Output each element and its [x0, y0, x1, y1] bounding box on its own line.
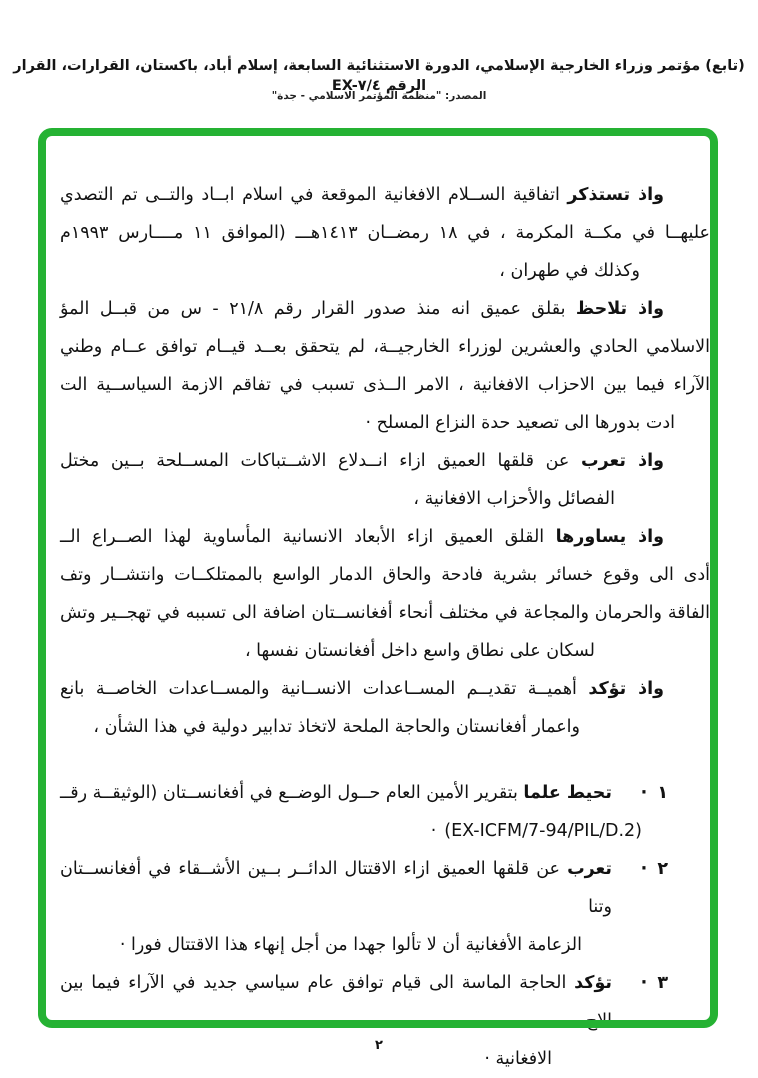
source-line: المصدر: "منظمة المؤتمر الاسلامي - جدة" — [271, 90, 487, 102]
item-number-digit: ٣ — [657, 973, 668, 993]
text-line: الافغانية · — [484, 1049, 552, 1069]
item-text — [60, 850, 612, 964]
text-line: الآراء فيما بين الاحزاب الافغانية ، الامر الــذى تسبب في تفاقم الازمة السياســية الت — [60, 375, 710, 395]
paragraph-lead: واذ تستذكر — [567, 185, 664, 205]
paragraph-lead: واذ تلاحظ — [575, 299, 664, 319]
text-line — [60, 670, 710, 708]
item-number-dot: · — [640, 973, 648, 993]
document-code: (EX-ICFM/7-94/PIL/D.2) — [444, 821, 642, 841]
text-line: عليهــا في مكــة المكرمة ، في ١٨ رمضــان ١٤١٣هـــ (الموافق ١١ مــــارس ١٩٩٣م — [60, 223, 710, 243]
operative-items-list — [60, 774, 710, 1078]
operative-item-1 — [60, 774, 710, 850]
text-line — [60, 518, 710, 556]
paragraph-lead: واذ تعرب — [581, 451, 664, 471]
text-line — [60, 850, 612, 926]
item-lead: تعرب — [567, 859, 612, 879]
text-line: وكذلك في طهران ، — [499, 261, 640, 281]
preamble-paragraph-2 — [60, 290, 710, 442]
text-line — [60, 774, 612, 812]
preamble-paragraph-3 — [60, 442, 710, 518]
paragraph-lead: واذ تؤكد — [588, 679, 665, 699]
text-line: أدى الى وقوع خسائر بشرية فادحة والحاق الدمار الواسع بالممتلكــات وانتشــار وتف — [60, 565, 710, 585]
text-line: الاسلامي الحادي والعشرين لوزراء الخارجيــة، لم يتحقق بعــد قيــام توافق عــام وطني — [60, 337, 710, 357]
item-number — [641, 850, 668, 888]
item-number-digit: ١ — [657, 783, 668, 803]
operative-item-3 — [60, 964, 710, 1078]
resolution-body — [60, 176, 710, 1078]
paragraph-lead: واذ يساورها — [555, 527, 664, 547]
resolution-number: EX-٧/٤ — [331, 78, 381, 94]
text-line-rest: القلق العميق ازاء الأبعاد الانسانية المأساوية لهذا الصــراع الــ — [60, 527, 556, 547]
text-line-rest: بتقرير الأمين العام حــول الوضــع في أفغانســتان (الوثيقــة رقــ — [60, 783, 524, 803]
item-number — [641, 774, 668, 812]
text-line — [60, 290, 710, 328]
text-line: الفصائل والأحزاب الافغانية ، — [413, 489, 615, 509]
item-number — [641, 964, 668, 1002]
item-number-digit: ٢ — [657, 859, 668, 879]
text-line-rest: بقلق عميق انه منذ صدور القرار رقم ٢١/٨ - س من قبــل المؤ — [60, 299, 576, 319]
text-line-rest: عن قلقها العميق ازاء الاقتتال الدائــر بــين الأشــقاء في أفغانســتان وتنا — [60, 859, 612, 917]
text-line: ادت بدورها الى تصعيد حدة النزاع المسلح · — [365, 413, 675, 433]
text-line: واعمار أفغانستان والحاجة الملحة لاتخاذ تدابير دولية في هذا الشأن ، — [93, 717, 580, 737]
code-period: · — [430, 821, 437, 841]
document-code-line — [60, 812, 642, 850]
header-title: (تابع) مؤتمر وزراء الخارجية الإسلامي، الدورة الاستثنائية السابعة، إسلام أباد، باكستان، القرارات، القرار الرقم — [13, 58, 745, 94]
item-number-dot: · — [640, 783, 648, 803]
text-line — [60, 176, 710, 214]
text-line-rest: الحاجة الماسة الى قيام توافق عام سياسي جديد في الآراء فيما بين الاح — [60, 973, 612, 1031]
item-text — [60, 774, 642, 850]
preamble-paragraph-1 — [60, 176, 710, 290]
operative-item-2 — [60, 850, 710, 964]
text-line: الزعامة الأفغانية أن لا تألوا جهدا من أجل إنهاء هذا الاقتتال فورا · — [119, 935, 582, 955]
preamble-paragraph-5 — [60, 670, 710, 746]
text-line-rest: اتفاقية الســلام الافغانية الموقعة في اسلام ابــاد والتــى تم التصدي — [60, 185, 568, 205]
item-lead: تحيط علما — [523, 783, 612, 803]
text-line: الفاقة والحرمان والمجاعة في مختلف أنحاء أفغانســتان اضافة الى تسببه في تهجــير وتش — [60, 603, 710, 623]
text-line-rest: عن قلقها العميق ازاء انــدلاع الاشــتباكات المســلحة بــين مختل — [60, 451, 582, 471]
text-line — [60, 442, 710, 480]
text-line — [60, 964, 612, 1040]
item-lead: تؤكد — [574, 973, 612, 993]
page-number: ٢ — [375, 1038, 383, 1053]
item-text — [60, 964, 612, 1078]
text-line-rest: أهميــة تقديــم المســاعدات الانســانية والمســاعدات الخاصــة بانع — [60, 679, 589, 699]
item-number-dot: · — [640, 859, 648, 879]
text-line: لسكان على نطاق واسع داخل أفغانستان نفسها ، — [244, 641, 595, 661]
preamble-paragraph-4 — [60, 518, 710, 670]
